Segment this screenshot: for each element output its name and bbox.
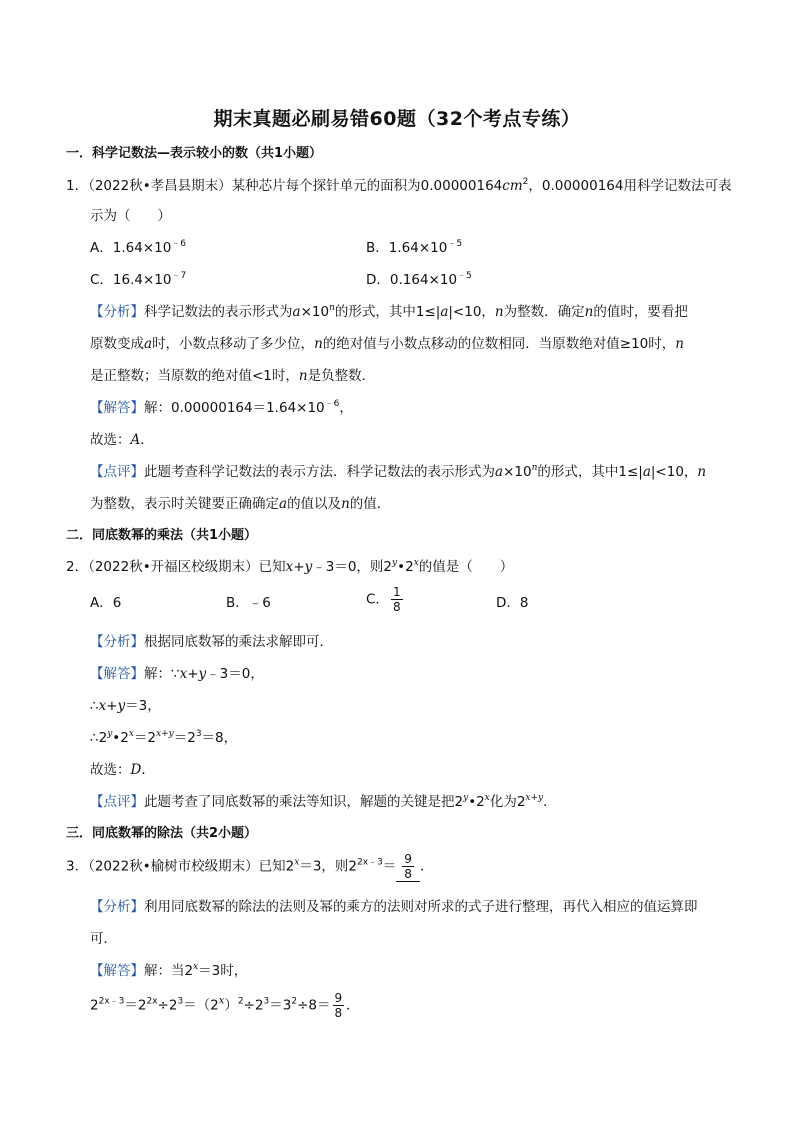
t: 9: [334, 991, 343, 1005]
page-title: 期末真题必刷易错60题（32个考点专练）: [213, 108, 581, 130]
t: C．: [366, 591, 389, 608]
t: +: [293, 559, 305, 575]
comment-tag: 【点评】: [90, 464, 144, 480]
t: 2x﹣3: [357, 857, 383, 868]
option-1b-text: B．1.64×10: [366, 240, 448, 256]
option-1d: [366, 270, 472, 290]
t: a: [279, 496, 288, 512]
t: ÷2: [157, 997, 178, 1014]
t: ﹣3＝0，: [206, 666, 264, 682]
t: ＝3，则2: [299, 858, 358, 875]
t: 的值是（ ）: [418, 559, 514, 575]
t: ＝3，: [125, 698, 161, 714]
t: a: [642, 464, 651, 480]
t: n: [531, 463, 538, 473]
option-1a-exp: ﹣6: [171, 239, 187, 249]
fraction-1-8: [391, 585, 403, 614]
t: 3: [263, 996, 270, 1007]
option-1d-text: D．0.164×10: [366, 272, 458, 288]
t: 利用同底数幂的除法的法则及幂的乘方的法则对所求的式子进行整理，再代入相应的值运算即: [144, 899, 698, 915]
t: 科学记数法的表示形式为: [144, 304, 293, 320]
t: x+y: [156, 729, 174, 739]
t: ＝2: [173, 730, 196, 746]
answer-2-line-3: [90, 728, 237, 748]
t: 是负整数．: [307, 368, 376, 384]
unit-cm: cm: [502, 178, 523, 194]
t: 故选：: [90, 432, 131, 448]
t: ＝2: [133, 730, 157, 746]
answer-tag: 【解答】: [90, 400, 144, 416]
answer-2-line-1: [90, 664, 264, 684]
t: ．: [346, 997, 360, 1014]
t: 的值．: [349, 496, 391, 512]
section-heading-2: 二．同底数幂的乘法（共1小题）: [66, 528, 258, 543]
option-2d: D．8: [496, 595, 529, 611]
answer-2-line-2: [90, 696, 161, 716]
t: a: [144, 336, 153, 352]
t: 3: [195, 729, 202, 739]
option-1c-text: C．16.4×10: [90, 272, 172, 288]
t: y: [198, 666, 207, 682]
question-1-tail: ，0.00000164用科学记数法可表: [528, 178, 732, 194]
option-1a: [90, 238, 186, 258]
option-1c-exp: ﹣7: [171, 271, 187, 281]
t: ∴2: [90, 730, 108, 746]
analysis-3-line-2: 可．: [90, 931, 117, 947]
t: ＝8，: [201, 730, 238, 746]
answer-3-line-1: [90, 961, 247, 981]
question-3: [66, 852, 433, 882]
t: 解：∵: [144, 666, 180, 682]
t: y: [304, 559, 313, 575]
t: y: [463, 793, 469, 803]
t: 故选：: [90, 762, 131, 778]
t: x+y: [525, 793, 544, 803]
t: 8: [404, 867, 412, 881]
t: n: [584, 304, 594, 320]
t: ×10: [503, 464, 532, 480]
t: 为整数．确定: [503, 304, 585, 320]
question-2: [66, 557, 513, 577]
t: x: [218, 995, 225, 1007]
t: 解：当2: [144, 963, 194, 979]
t: x: [484, 793, 490, 803]
t: 的绝对值与小数点移动的位数相同．当原数绝对值≥10时，: [322, 336, 676, 352]
t: 的值以及: [287, 496, 342, 512]
t: a: [292, 304, 301, 320]
t: 根据同底数幂的乘法求解即可．: [144, 634, 333, 650]
analysis-tag: 【分析】: [90, 634, 144, 650]
t: x: [294, 857, 300, 868]
t: ∴: [90, 698, 99, 714]
analysis-1-line-3: [90, 366, 375, 386]
t: x: [179, 666, 188, 682]
t: n: [341, 496, 350, 512]
comment-1-line-1: [90, 462, 706, 482]
t: 原数变成: [90, 336, 144, 352]
t: 时，小数点移动了多少位，: [152, 336, 315, 352]
t: |<10，: [650, 464, 698, 480]
answer-tag: 【解答】: [90, 963, 144, 979]
question-1-text: 1．（2022秋•孝昌县期末）某种芯片每个探针单元的面积为0.00000164: [66, 178, 503, 194]
t: 2: [90, 997, 99, 1014]
t: y: [392, 558, 398, 568]
analysis-1-line-1: [90, 302, 688, 322]
t: •2: [112, 730, 129, 746]
answer-3-line-2: [90, 991, 360, 1020]
option-1b: [366, 238, 462, 258]
t: 解：0.00000164＝1.64×10: [144, 400, 325, 416]
answer-tag: 【解答】: [90, 666, 144, 682]
t: y: [107, 729, 113, 739]
answer-blank: [396, 852, 420, 882]
t: 此题考查了同底数幂的乘法等知识，解题的关键是把2: [144, 794, 464, 810]
t: 3: [177, 996, 184, 1007]
fraction-9-8: [402, 852, 414, 881]
t: ﹣6: [324, 399, 340, 409]
t: ＝2: [124, 997, 147, 1014]
t: 是正整数；当原数的绝对值<1时，: [90, 368, 299, 384]
t: y: [117, 698, 126, 714]
analysis-3-line-1: [90, 897, 698, 917]
t: •2: [468, 794, 485, 810]
t: 9: [404, 852, 412, 866]
t: ＝3: [269, 997, 292, 1014]
t: A: [130, 432, 141, 448]
t: x: [413, 558, 419, 568]
t: x: [285, 559, 294, 575]
option-1b-exp: ﹣5: [447, 239, 463, 249]
answer-1-line-2: [90, 430, 154, 450]
question-1-line-1: [66, 176, 731, 196]
t: ÷8＝: [297, 997, 331, 1014]
comment-tag: 【点评】: [90, 794, 144, 810]
t: 2: [291, 996, 298, 1007]
t: ）: [224, 997, 238, 1014]
option-1c: [90, 270, 186, 290]
t: n: [314, 336, 323, 352]
t: n: [329, 303, 335, 313]
t: ﹣3＝0，则2: [312, 559, 393, 575]
t: ．: [543, 794, 557, 810]
t: D: [130, 762, 142, 778]
t: ．: [419, 858, 434, 875]
t: 2x﹣3: [98, 996, 125, 1007]
t: x: [128, 729, 134, 739]
section-heading-1: 一．科学记数法—表示较小的数（共1小题）: [66, 146, 323, 161]
t: 8: [392, 600, 401, 614]
analysis-tag: 【分析】: [90, 304, 144, 320]
t: 8: [334, 1006, 343, 1020]
answer-1-line-1: [90, 398, 353, 418]
t: ÷2: [243, 997, 264, 1014]
t: 为整数，表示时关键要正确确定: [90, 496, 279, 512]
t: 此题考查科学记数法的表示方法．科学记数法的表示形式为: [144, 464, 495, 480]
t: a: [440, 304, 449, 320]
t: |<10，: [448, 304, 495, 320]
question-1-line-2: 示为（ ）: [90, 208, 171, 224]
t: ＝: [382, 858, 397, 875]
analysis-tag: 【分析】: [90, 899, 144, 915]
answer-2-line-4: [90, 760, 155, 780]
t: •2: [397, 559, 414, 575]
t: ＝（2: [183, 997, 219, 1014]
option-2a: A．6: [90, 595, 122, 611]
option-1d-exp: ﹣5: [457, 271, 472, 281]
section-heading-3: 三．同底数幂的除法（共2小题）: [66, 826, 258, 841]
t: x: [98, 698, 107, 714]
t: n: [494, 304, 504, 320]
t: +: [106, 698, 118, 714]
t: +: [187, 666, 199, 682]
t: 3．（2022秋•榆树市校级期末）已知2: [66, 858, 295, 875]
t: n: [675, 336, 684, 352]
option-2b: B．﹣6: [226, 595, 271, 611]
t: ＝3时，: [198, 963, 248, 979]
t: ．: [140, 432, 154, 448]
t: ×10: [300, 304, 330, 320]
t: a: [495, 464, 504, 480]
t: 的形式，其中1≤|: [537, 464, 643, 480]
t: n: [697, 464, 707, 480]
comment-1-line-2: [90, 494, 390, 514]
fraction-9-8-result: [333, 991, 345, 1020]
t: n: [298, 368, 308, 384]
t: 的形式，其中1≤|: [334, 304, 441, 320]
t: 的值时，要看把: [593, 304, 688, 320]
comment-2: [90, 792, 557, 812]
t: 2．（2022秋•开福区校级期末）已知: [66, 559, 286, 575]
t: x: [193, 962, 199, 972]
t: ．: [141, 762, 155, 778]
t: 2x: [146, 996, 158, 1007]
t: 2: [237, 996, 244, 1007]
option-2c: [366, 585, 405, 614]
option-1a-text: A．1.64×10: [90, 240, 172, 256]
t: 化为2: [489, 794, 526, 810]
t: ，: [339, 400, 353, 416]
analysis-2: [90, 632, 333, 652]
unit-exponent: 2: [522, 177, 529, 187]
analysis-1-line-2: [90, 334, 684, 354]
t: 1: [392, 585, 401, 599]
